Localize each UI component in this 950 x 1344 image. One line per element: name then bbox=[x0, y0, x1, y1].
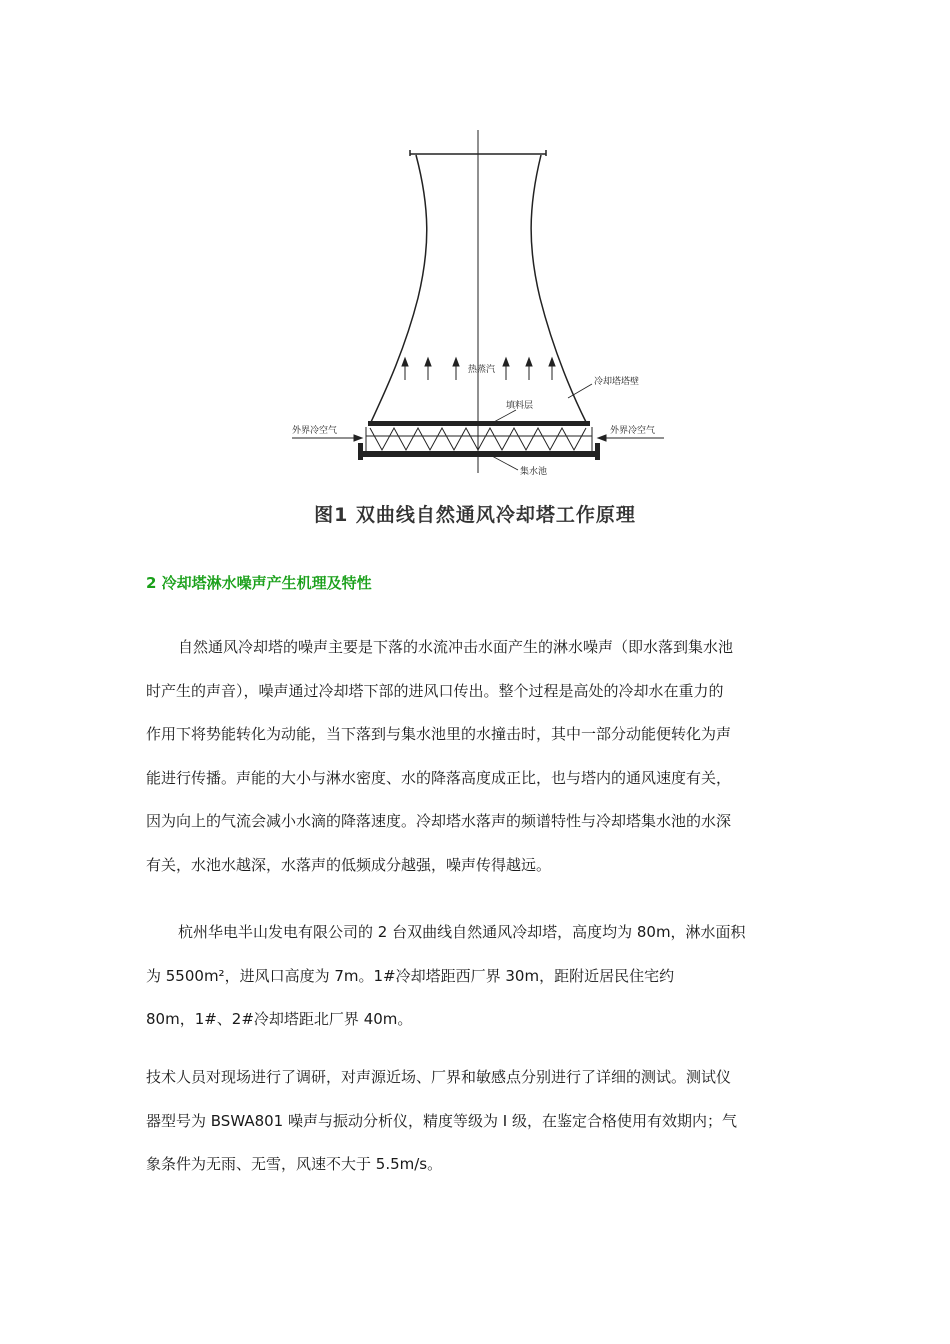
paragraph-line: 为 5500m²，进风口高度为 7m。1#冷却塔距西厂界 30m，距附近居民住宅约 bbox=[146, 966, 675, 985]
paragraph-line: 器型号为 BSWA801 噪声与振动分析仪，精度等级为 I 级，在鉴定合格使用有效期内；气 bbox=[146, 1111, 737, 1130]
paragraph-test-conditions bbox=[146, 1056, 814, 1187]
label-basin: 集水池 bbox=[520, 467, 548, 477]
support-truss bbox=[366, 427, 592, 451]
label-steam: 热蒸汽 bbox=[468, 365, 496, 375]
figure-caption: 图1 双曲线自然通风冷却塔工作原理 bbox=[314, 504, 636, 526]
paragraph-plant-info bbox=[146, 911, 814, 1042]
tower-shell-right bbox=[531, 155, 586, 422]
paragraph-line: 象条件为无雨、无雪，风速不大于 5.5m/s。 bbox=[146, 1155, 443, 1173]
tower-shell-left bbox=[371, 155, 427, 422]
paragraph-noise-mechanism bbox=[146, 626, 814, 887]
paragraph-line: 作用下将势能转化为动能，当下落到与集水池里的水撞击时，其中一部分动能便转化为声 bbox=[146, 725, 732, 743]
label-cold-air-right: 外界冷空气 bbox=[610, 426, 656, 436]
label-tower-wall: 冷却塔塔壁 bbox=[594, 377, 640, 387]
fill-layer-bar bbox=[368, 421, 590, 426]
section-heading: 2 冷却塔淋水噪声产生机理及特性 bbox=[146, 574, 372, 592]
paragraph-line: 时产生的声音），噪声通过冷却塔下部的进风口传出。整个过程是高处的冷却水在重力的 bbox=[146, 681, 724, 700]
paragraph-line: 有关，水池水越深，水落声的低频成分越强，噪声传得越远。 bbox=[146, 855, 552, 874]
paragraph-line: 自然通风冷却塔的噪声主要是下落的水流冲击水面产生的淋水噪声（即水落到集水池 bbox=[178, 638, 734, 656]
paragraph-line: 因为向上的气流会减小水滴的降落速度。冷却塔水落声的频谱特性与冷却塔集水池的水深 bbox=[146, 812, 732, 830]
cooling-tower-svg bbox=[270, 118, 690, 478]
label-fill-layer: 填料层 bbox=[506, 401, 534, 411]
label-cold-air-left: 外界冷空气 bbox=[292, 426, 338, 436]
basin-bar bbox=[360, 451, 598, 457]
paragraph-line: 杭州华电半山发电有限公司的 2 台双曲线自然通风冷却塔，高度均为 80m，淋水面积 bbox=[178, 923, 746, 941]
paragraph-line: 80m，1#、2#冷却塔距北厂界 40m。 bbox=[146, 1010, 413, 1028]
paragraph-line: 能进行传播。声能的大小与淋水密度、水的降落高度成正比，也与塔内的通风速度有关， bbox=[146, 768, 732, 787]
paragraph-line: 技术人员对现场进行了调研，对声源近场、厂界和敏感点分别进行了详细的测试。测试仪 bbox=[146, 1068, 732, 1086]
cooling-tower-diagram bbox=[270, 118, 690, 478]
